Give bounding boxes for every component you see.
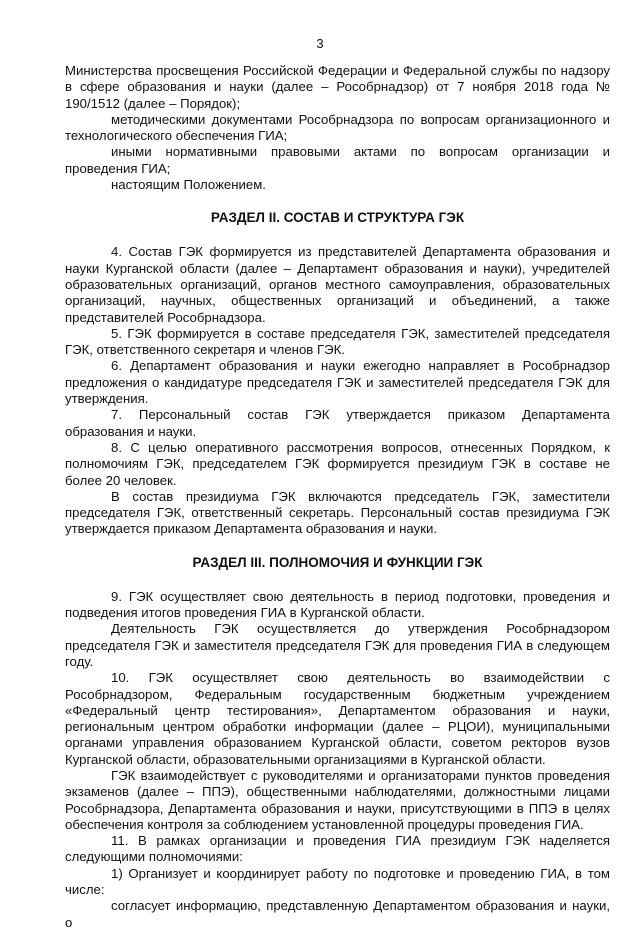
paragraph: Деятельность ГЭК осуществляется до утверждения Рособрнадзором председателя ГЭК и заместителя председателя ГЭК для проведения ГИА в следующем году. (65, 621, 610, 669)
paragraph: 11. В рамках организации и проведения ГИА президиум ГЭК наделяется следующими полномочиями: (65, 833, 610, 865)
paragraph: Министерства просвещения Российской Федерации и Федеральной службы по надзору в сфере образования и науки (далее – Рособрнадзор) от 7 ноября 2018 года № 190/1512 (далее – Порядок); (65, 63, 610, 111)
paragraph: 10. ГЭК осуществляет свою деятельность во взаимодействии с Рособрнадзором, Федеральным государственным бюджетным учреждением «Федеральный центр тестирования», Департаментом образования и науки, региональным центром обработки информации (далее – РЦОИ), муниципальными органами управления образованием Курганской области, советом ректоров вузов Курганской области, образовательными организациями в Курганской области. (65, 670, 610, 767)
paragraph: 4. Состав ГЭК формируется из представителей Департамента образования и науки Курганской области (далее – Департамент образования и науки), учредителей образовательных организаций, органов местного самоуправления, образовательных организаций, научных, общественных организаций и объединений, а также представителей Рособрнадзора. (65, 244, 610, 325)
paragraph: согласует информацию, представленную Департаментом образования и науки, о (65, 898, 610, 930)
paragraph: 6. Департамент образования и науки ежегодно направляет в Рособрнадзор предложения о кандидатуре председателя ГЭК и заместителей председателя ГЭК для утверждения. (65, 358, 610, 407)
paragraph: В состав президиума ГЭК включаются председатель ГЭК, заместители председателя ГЭК, ответственный секретарь. Персональный состав президиума ГЭК утверждается приказом Департамента образования и науки. (65, 488, 610, 537)
paragraph: 7. Персональный состав ГЭК утверждается приказом Департамента образования и науки. (65, 407, 610, 439)
section-heading: РАЗДЕЛ III. ПОЛНОМОЧИЯ И ФУНКЦИИ ГЭК (192, 554, 483, 570)
paragraph: 8. С целью оперативного рассмотрения вопросов, отнесенных Порядком, к полномочиям ГЭК, председателем ГЭК формируется президиум ГЭК в составе не более 20 человек. (65, 439, 610, 488)
document-body (65, 63, 610, 931)
paragraph: 9. ГЭК осуществляет свою деятельность в период подготовки, проведения и подведения итогов проведения ГИА в Курганской области. (65, 588, 610, 621)
page-number: 3 (316, 36, 324, 51)
paragraph: ГЭК взаимодействует с руководителями и организаторами пунктов проведения экзаменов (далее – ППЭ), общественными наблюдателями, должностными лицами Рособрнадзора, Департамента образования и науки, присутствующими в ППЭ в целях обеспечения контроля за соблюдением установленной процедуры проведения ГИА. (65, 767, 610, 832)
paragraph: 5. ГЭК формируется в составе председателя ГЭК, заместителей председателя ГЭК, ответственного секретаря и членов ГЭК. (65, 325, 610, 358)
section-heading: РАЗДЕЛ II. СОСТАВ И СТРУКТУРА ГЭК (210, 210, 465, 226)
paragraph: методическими документами Рособрнадзора по вопросам организационного и технологического обеспечения ГИА; (65, 111, 610, 144)
paragraph: настоящим Положением. (111, 177, 266, 193)
paragraph: 1) Организует и координирует работу по подготовке и проведению ГИА, в том числе: (65, 865, 610, 898)
paragraph: иными нормативными правовыми актами по вопросам организации и проведения ГИА; (65, 144, 610, 176)
